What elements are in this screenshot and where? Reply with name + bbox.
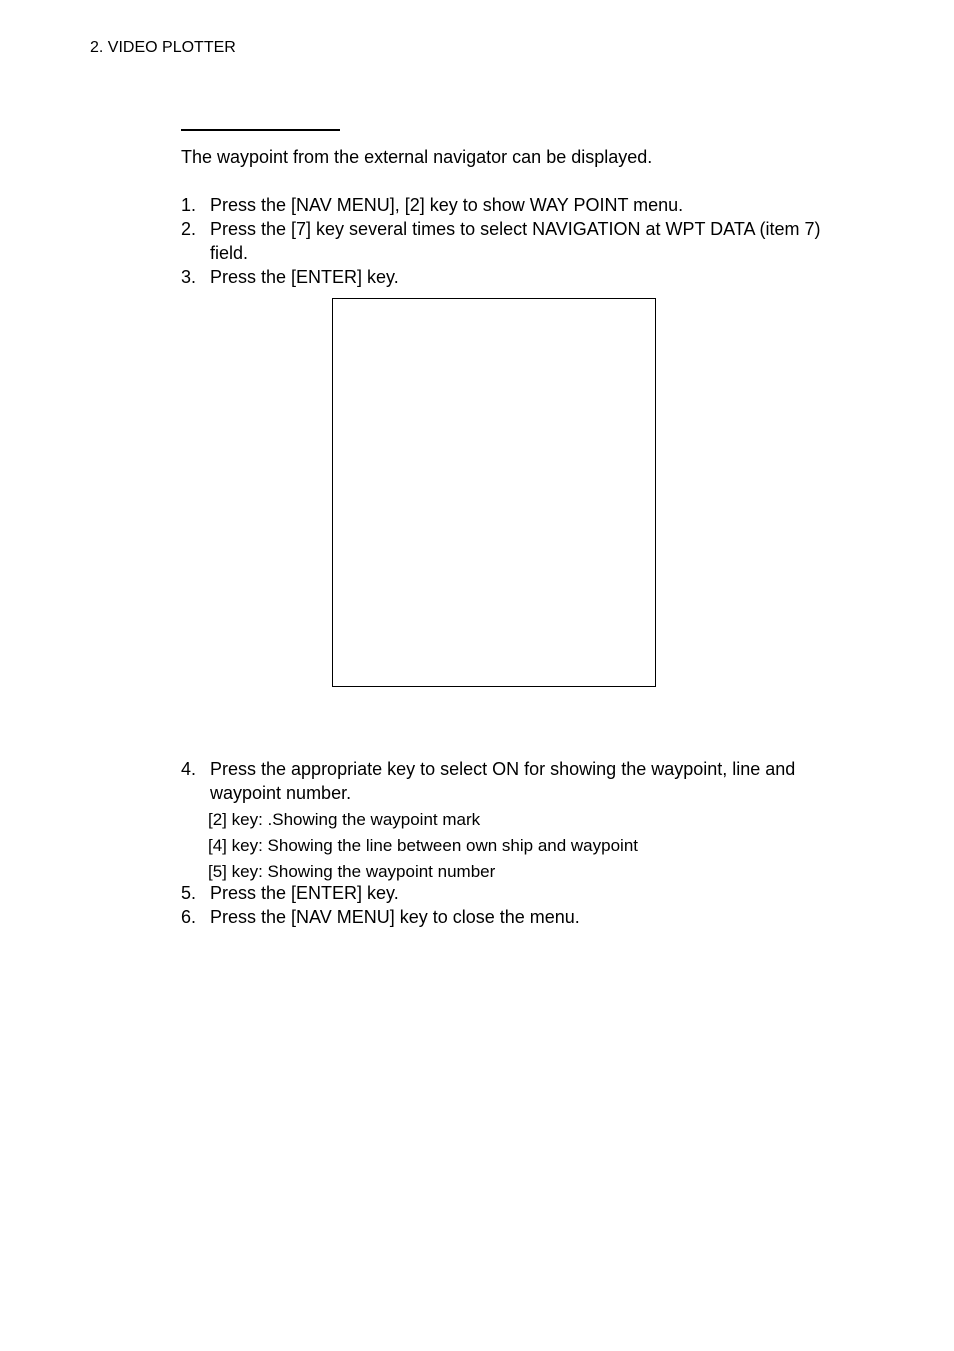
running-header: 2. VIDEO PLOTTER — [90, 39, 236, 56]
step-4-key-options — [208, 807, 846, 885]
step-text: Press the [ENTER] key. — [210, 267, 399, 287]
step-number: 4. — [181, 759, 197, 779]
step-6 — [181, 905, 846, 929]
step-text: Press the appropriate key to select ON for showing the waypoint, line and waypoint number. — [210, 759, 796, 803]
key-option-2: [2] key: .Showing the waypoint mark — [208, 810, 481, 829]
step-2 — [181, 217, 846, 265]
section-title-rule — [181, 129, 340, 131]
step-text: Press the [NAV MENU], [2] key to show WAY POINT menu. — [210, 195, 684, 215]
step-4 — [181, 757, 846, 805]
step-number: 5. — [181, 883, 197, 903]
procedure-steps-part1 — [181, 193, 846, 289]
step-number: 3. — [181, 267, 197, 287]
key-option-5: [5] key: Showing the waypoint number — [208, 862, 496, 881]
step-number: 6. — [181, 907, 197, 927]
procedure-steps-part2 — [181, 757, 846, 929]
waypoint-menu-figure-frame — [332, 298, 656, 687]
step-3 — [181, 265, 846, 289]
step-text: Press the [7] key several times to select NAVIGATION at WPT DATA (item 7) field. — [210, 219, 821, 263]
step-number: 2. — [181, 219, 197, 239]
step-number: 1. — [181, 195, 197, 215]
step-1 — [181, 193, 846, 217]
key-option-4: [4] key: Showing the line between own ship and waypoint — [208, 836, 638, 855]
intro-paragraph: The waypoint from the external navigator can be displayed. — [181, 147, 653, 167]
step-text: Press the [ENTER] key. — [210, 883, 399, 903]
step-text: Press the [NAV MENU] key to close the menu. — [210, 907, 580, 927]
step-5 — [181, 881, 846, 905]
